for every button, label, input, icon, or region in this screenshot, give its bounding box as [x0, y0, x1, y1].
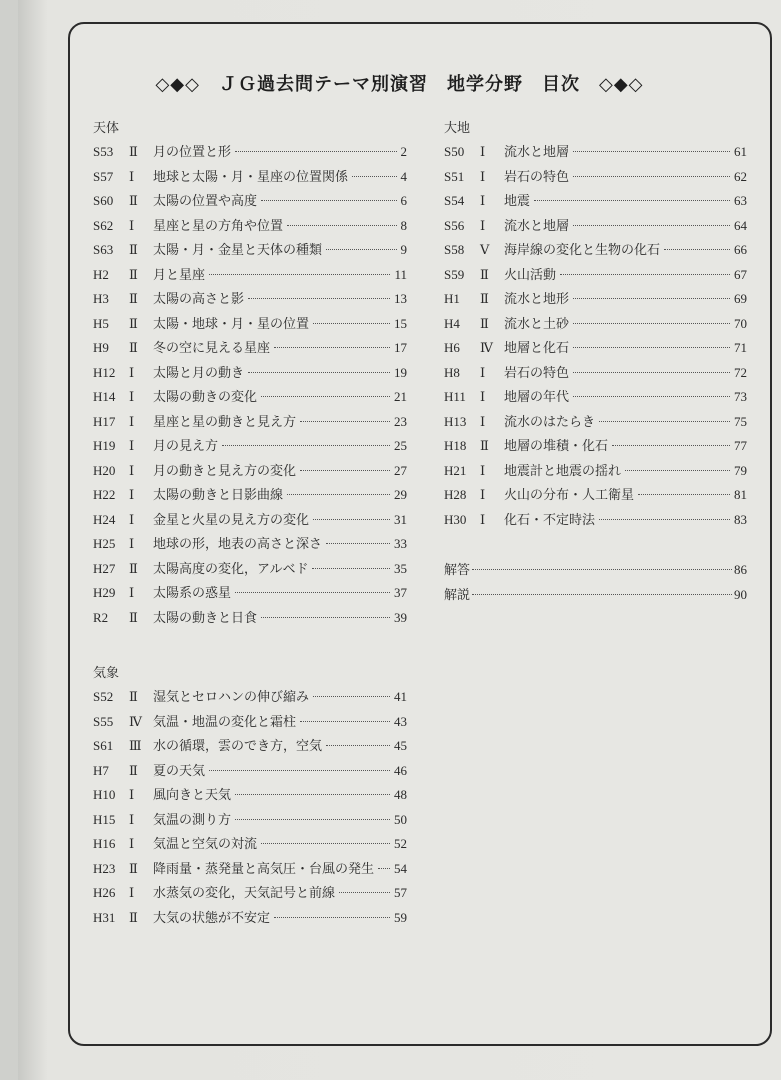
- toc-entry: [93, 710, 407, 735]
- entry-title: 水の循環，雲のでき方，空気: [153, 738, 323, 753]
- question-number: Ⅱ: [129, 266, 138, 282]
- dot-leader: [287, 225, 396, 226]
- toc-entry: [444, 263, 747, 288]
- dot-leader: [560, 274, 730, 275]
- page-number: 11: [394, 266, 407, 282]
- question-number: Ⅰ: [480, 462, 486, 478]
- entry-title: 火山の分布・人工衛星: [504, 487, 635, 502]
- page-number: 33: [394, 536, 407, 551]
- entry-title: 地球と太陽・月・星座の位置関係: [153, 168, 349, 184]
- entry-title: 太陽の動きと日影曲線: [153, 487, 284, 502]
- question-number: Ⅱ: [129, 291, 138, 306]
- page-number: 2: [400, 144, 407, 159]
- toc-entry: [93, 434, 407, 459]
- entry-title: 太陽の動きの変化: [153, 389, 258, 404]
- page-number: 4: [400, 168, 407, 184]
- toc-entry: [93, 140, 407, 165]
- question-number: Ⅱ: [480, 266, 489, 282]
- entry-title: 地層の堆積・化石: [504, 438, 609, 453]
- entry-title: 流水と地形: [504, 291, 570, 306]
- exam-code: H2: [93, 266, 109, 282]
- dot-leader: [573, 372, 730, 373]
- exam-code: S52: [93, 689, 114, 704]
- dot-leader: [235, 592, 390, 593]
- dot-leader: [287, 494, 390, 495]
- page-number: 43: [394, 713, 407, 729]
- exam-code: S55: [93, 713, 114, 729]
- toc-entry: [93, 483, 407, 508]
- dot-leader: [300, 721, 390, 722]
- exam-code: H7: [93, 762, 109, 778]
- page-number: 23: [394, 413, 407, 429]
- question-number: Ⅱ: [480, 438, 489, 453]
- entry-title: 太陽と月の動き: [153, 364, 245, 380]
- toc-entry: [444, 336, 747, 361]
- question-number: Ⅰ: [129, 836, 135, 851]
- toc-entry: [93, 336, 407, 361]
- question-number: Ⅰ: [129, 811, 135, 827]
- page-title: ◇◆◇ ＪＧ過去問テーマ別演習 地学分野 目次 ◇◆◇: [155, 74, 644, 95]
- question-number: Ⅰ: [480, 487, 486, 502]
- entry-title: 冬の空に見える星座: [153, 340, 271, 355]
- question-number: Ⅰ: [129, 168, 135, 184]
- dot-leader: [235, 819, 390, 820]
- page-number: 54: [394, 860, 407, 876]
- dot-leader: [312, 568, 390, 569]
- page-number: 64: [734, 217, 747, 233]
- entry-title: 解答: [444, 562, 471, 577]
- dot-leader: [209, 770, 390, 771]
- dot-leader: [573, 151, 730, 152]
- question-number: Ⅰ: [129, 885, 135, 900]
- toc-entry: [93, 287, 407, 312]
- entry-title: 夏の天気: [153, 762, 206, 778]
- entry-title: 月の動きと見え方の変化: [153, 462, 297, 478]
- dot-leader: [573, 347, 730, 348]
- dot-leader: [326, 745, 390, 746]
- question-number: Ⅰ: [129, 364, 135, 380]
- page-number: 37: [394, 585, 407, 600]
- page-number: 79: [734, 462, 747, 478]
- dot-leader: [274, 347, 390, 348]
- page-number: 25: [394, 438, 407, 453]
- entry-title: 流水のはたらき: [504, 413, 596, 429]
- exam-code: S61: [93, 738, 114, 753]
- dot-leader: [573, 298, 730, 299]
- exam-code: H26: [93, 885, 116, 900]
- question-number: Ⅱ: [480, 291, 489, 306]
- question-number: Ⅱ: [129, 689, 138, 704]
- question-number: Ⅱ: [129, 909, 138, 925]
- entry-title: 流水と地層: [504, 217, 570, 233]
- entry-title: 海岸線の変化と生物の化石: [504, 242, 661, 257]
- dot-leader: [313, 519, 390, 520]
- page-number: 67: [734, 266, 747, 282]
- page-number: 66: [734, 242, 747, 257]
- dot-leader: [625, 470, 730, 471]
- exam-code: H17: [93, 413, 116, 429]
- question-number: Ⅰ: [129, 462, 135, 478]
- page-number: 31: [394, 511, 407, 527]
- toc-entry: [444, 583, 747, 608]
- exam-code: H21: [444, 462, 467, 478]
- exam-code: H28: [444, 487, 467, 502]
- toc-entry: [93, 312, 407, 337]
- section-daichi: [444, 116, 747, 532]
- exam-code: H14: [93, 389, 116, 404]
- section-heading: 天体: [93, 120, 120, 135]
- entry-title: 月の見え方: [153, 438, 219, 453]
- question-number: Ⅴ: [480, 242, 490, 257]
- toc-entry: [93, 606, 407, 631]
- dot-leader: [612, 445, 730, 446]
- page-number: 57: [394, 885, 407, 900]
- page-number: 39: [394, 609, 407, 625]
- exam-code: H10: [93, 787, 116, 802]
- entry-title: 太陽の動きと日食: [153, 609, 258, 625]
- dot-leader: [352, 176, 396, 177]
- page-number: 71: [734, 340, 747, 355]
- section-heading: 気象: [93, 665, 120, 680]
- entry-title: 岩石の特色: [504, 168, 570, 184]
- entry-title: 太陽・月・金星と天体の種類: [153, 242, 323, 257]
- entry-title: 太陽系の惑星: [153, 585, 232, 600]
- entry-title: 星座と星の方角や位置: [153, 217, 284, 233]
- page-number: 50: [394, 811, 407, 827]
- dot-leader: [573, 323, 730, 324]
- entry-title: 地球の形，地表の高さと深さ: [153, 536, 323, 551]
- page-number: 46: [394, 762, 407, 778]
- toc-entry: [93, 832, 407, 857]
- page-number: 35: [394, 560, 407, 576]
- toc-entry: [93, 808, 407, 833]
- question-number: Ⅰ: [480, 217, 486, 233]
- section-kisho: [93, 661, 407, 930]
- toc-entry: [93, 906, 407, 931]
- toc-entry: [444, 459, 747, 484]
- entry-title: 金星と火星の見え方の変化: [153, 511, 310, 527]
- page-number: 8: [400, 217, 407, 233]
- question-number: Ⅰ: [480, 413, 486, 429]
- exam-code: H9: [93, 340, 109, 355]
- exam-code: S50: [444, 144, 465, 159]
- exam-code: H22: [93, 487, 116, 502]
- toc-entry: [444, 287, 747, 312]
- page-number: 41: [394, 689, 407, 704]
- dot-leader: [261, 200, 396, 201]
- page-number: 77: [734, 438, 747, 453]
- page-number: 75: [734, 413, 747, 429]
- exam-code: H1: [444, 291, 460, 306]
- toc-entry: [444, 385, 747, 410]
- exam-code: H23: [93, 860, 116, 876]
- dot-leader: [313, 323, 390, 324]
- question-number: Ⅱ: [129, 193, 138, 208]
- toc-entry: [444, 434, 747, 459]
- section-heading: 大地: [444, 120, 471, 135]
- entry-title: 風向きと天気: [153, 787, 232, 802]
- question-number: Ⅰ: [480, 389, 486, 404]
- exam-code: H5: [93, 315, 109, 331]
- question-number: Ⅰ: [129, 438, 135, 453]
- page-number: 17: [394, 340, 407, 355]
- entry-title: 水蒸気の変化，天気記号と前線: [153, 885, 336, 900]
- entry-title: 月と星座: [153, 266, 206, 282]
- page-number: 21: [394, 389, 407, 404]
- exam-code: S53: [93, 144, 114, 159]
- page-number: 48: [394, 787, 407, 802]
- toc-entry: [444, 165, 747, 190]
- dot-leader: [248, 298, 390, 299]
- exam-code: H29: [93, 585, 116, 600]
- page-number: 83: [734, 511, 747, 527]
- page-number: 72: [734, 364, 747, 380]
- question-number: Ⅰ: [129, 389, 135, 404]
- question-number: Ⅲ: [129, 738, 142, 753]
- exam-code: H18: [444, 438, 467, 453]
- entry-title: 地層の年代: [504, 389, 570, 404]
- page-number: 52: [394, 836, 407, 851]
- dot-leader: [664, 249, 730, 250]
- dot-leader: [472, 569, 732, 570]
- exam-code: H6: [444, 340, 460, 355]
- question-number: Ⅱ: [129, 144, 138, 159]
- exam-code: S63: [93, 242, 114, 257]
- dot-leader: [261, 843, 390, 844]
- page-number: 81: [734, 487, 747, 502]
- dot-leader: [378, 868, 390, 869]
- exam-code: H13: [444, 413, 467, 429]
- exam-code: S54: [444, 193, 465, 208]
- entry-title: 火山活動: [504, 266, 557, 282]
- dot-leader: [300, 470, 390, 471]
- entry-title: 湿気とセロハンの伸び縮み: [153, 689, 310, 704]
- entry-title: 月の位置と形: [153, 144, 232, 159]
- toc-entry: [444, 483, 747, 508]
- page-number: 59: [394, 909, 407, 925]
- exam-code: S51: [444, 168, 465, 184]
- dot-leader: [222, 445, 390, 446]
- exam-code: H27: [93, 560, 116, 576]
- exam-code: S59: [444, 266, 465, 282]
- entry-title: 太陽高度の変化，アルベド: [153, 560, 309, 576]
- entry-title: 地層と化石: [504, 340, 570, 355]
- question-number: Ⅱ: [129, 860, 138, 876]
- toc-entry: [93, 214, 407, 239]
- entry-title: 流水と土砂: [504, 315, 570, 331]
- entry-title: 降雨量・蒸発量と高気圧・台風の発生: [153, 860, 375, 876]
- question-number: Ⅳ: [480, 340, 493, 355]
- dot-leader: [248, 372, 390, 373]
- page-number: 61: [734, 144, 747, 159]
- entry-title: 大気の状態が不安定: [153, 909, 271, 925]
- entry-title: 岩石の特色: [504, 364, 570, 380]
- page-number: 69: [734, 291, 747, 306]
- exam-code: S60: [93, 193, 114, 208]
- question-number: Ⅱ: [129, 762, 138, 778]
- toc-entry: [93, 361, 407, 386]
- question-number: Ⅰ: [480, 364, 486, 380]
- page: [18, 0, 781, 1080]
- dot-leader: [573, 396, 730, 397]
- toc-entry: [93, 685, 407, 710]
- toc-entry: [444, 508, 747, 533]
- section-answers: [444, 558, 747, 607]
- dot-leader: [274, 917, 390, 918]
- toc-entry: [444, 238, 747, 263]
- toc-entry: [93, 759, 407, 784]
- dot-leader: [261, 617, 390, 618]
- toc-entry: [93, 857, 407, 882]
- dot-leader: [261, 396, 390, 397]
- toc-entry: [93, 263, 407, 288]
- page-number: 86: [734, 562, 747, 577]
- toc-entry: [93, 581, 407, 606]
- question-number: Ⅳ: [129, 713, 142, 729]
- entry-title: 気温・地温の変化と霜柱: [153, 713, 297, 729]
- question-number: Ⅱ: [480, 315, 489, 331]
- exam-code: H31: [93, 909, 116, 925]
- question-number: Ⅰ: [480, 193, 486, 208]
- exam-code: S62: [93, 217, 114, 233]
- question-number: Ⅰ: [480, 168, 486, 184]
- question-number: Ⅰ: [129, 585, 135, 600]
- toc-entry: [444, 214, 747, 239]
- toc-entry: [444, 189, 747, 214]
- dot-leader: [313, 696, 390, 697]
- dot-leader: [300, 421, 390, 422]
- dot-leader: [638, 494, 730, 495]
- exam-code: H15: [93, 811, 116, 827]
- toc-entry: [444, 361, 747, 386]
- page-number: 27: [394, 462, 407, 478]
- exam-code: S57: [93, 168, 114, 184]
- dot-leader: [534, 200, 730, 201]
- page-number: 15: [394, 315, 407, 331]
- question-number: Ⅱ: [129, 242, 138, 257]
- dot-leader: [339, 892, 390, 893]
- exam-code: H19: [93, 438, 116, 453]
- exam-code: H24: [93, 511, 116, 527]
- dot-leader: [235, 794, 390, 795]
- exam-code: S58: [444, 242, 465, 257]
- toc-entry: [444, 312, 747, 337]
- toc-entry: [93, 557, 407, 582]
- question-number: Ⅰ: [480, 144, 486, 159]
- exam-code: H4: [444, 315, 460, 331]
- page-number: 6: [400, 193, 407, 208]
- page-number: 9: [400, 242, 407, 257]
- dot-leader: [235, 151, 396, 152]
- question-number: Ⅱ: [129, 315, 138, 331]
- exam-code: S56: [444, 217, 465, 233]
- entry-title: 太陽の位置や高度: [153, 193, 258, 208]
- exam-code: R2: [93, 609, 109, 625]
- exam-code: H8: [444, 364, 460, 380]
- question-number: Ⅰ: [129, 487, 135, 502]
- page-number: 73: [734, 389, 747, 404]
- toc-entry: [93, 508, 407, 533]
- dot-leader: [326, 249, 396, 250]
- entry-title: 地震計と地震の揺れ: [504, 462, 622, 478]
- exam-code: H16: [93, 836, 116, 851]
- question-number: Ⅱ: [129, 340, 138, 355]
- exam-code: H20: [93, 462, 116, 478]
- question-number: Ⅰ: [129, 511, 135, 527]
- toc-entry: [93, 734, 407, 759]
- entry-title: 気温の測り方: [153, 811, 232, 827]
- page-number: 90: [734, 586, 747, 602]
- entry-title: 化石・不定時法: [504, 511, 596, 527]
- toc-entry: [93, 189, 407, 214]
- question-number: Ⅱ: [129, 560, 138, 576]
- toc-entry: [444, 558, 747, 583]
- entry-title: 解説: [444, 586, 471, 602]
- question-number: Ⅰ: [129, 217, 135, 233]
- question-number: Ⅰ: [129, 536, 135, 551]
- toc-entry: [444, 410, 747, 435]
- toc-entry: [93, 459, 407, 484]
- entry-title: 気温と空気の対流: [153, 836, 258, 851]
- question-number: Ⅰ: [129, 413, 135, 429]
- page-number: 62: [734, 168, 747, 184]
- question-number: Ⅰ: [480, 511, 486, 527]
- dot-leader: [326, 543, 390, 544]
- dot-leader: [472, 594, 732, 595]
- entry-title: 星座と星の動きと見え方: [153, 413, 297, 429]
- toc-entry: [93, 881, 407, 906]
- page-number: 29: [394, 487, 407, 502]
- page-number: 63: [734, 193, 747, 208]
- dot-leader: [599, 421, 730, 422]
- toc-entry: [93, 165, 407, 190]
- exam-code: H11: [444, 389, 466, 404]
- toc-entry: [93, 532, 407, 557]
- exam-code: H30: [444, 511, 467, 527]
- page-number: 70: [734, 315, 747, 331]
- question-number: Ⅰ: [129, 787, 135, 802]
- entry-title: 太陽の高さと影: [153, 291, 245, 306]
- page-number: 19: [394, 364, 407, 380]
- toc-entry: [93, 410, 407, 435]
- dot-leader: [599, 519, 730, 520]
- toc-entry: [444, 140, 747, 165]
- page-number: 45: [394, 738, 407, 753]
- page-number: 13: [394, 291, 407, 306]
- entry-title: 太陽・地球・月・星の位置: [153, 315, 310, 331]
- toc-entry: [93, 385, 407, 410]
- toc-entry: [93, 783, 407, 808]
- exam-code: H3: [93, 291, 109, 306]
- toc-entry: [93, 238, 407, 263]
- dot-leader: [573, 176, 730, 177]
- exam-code: H25: [93, 536, 116, 551]
- section-tentai: [93, 116, 407, 630]
- question-number: Ⅱ: [129, 609, 138, 625]
- entry-title: 地震: [504, 193, 531, 208]
- dot-leader: [209, 274, 390, 275]
- dot-leader: [573, 225, 730, 226]
- entry-title: 流水と地層: [504, 144, 570, 159]
- exam-code: H12: [93, 364, 116, 380]
